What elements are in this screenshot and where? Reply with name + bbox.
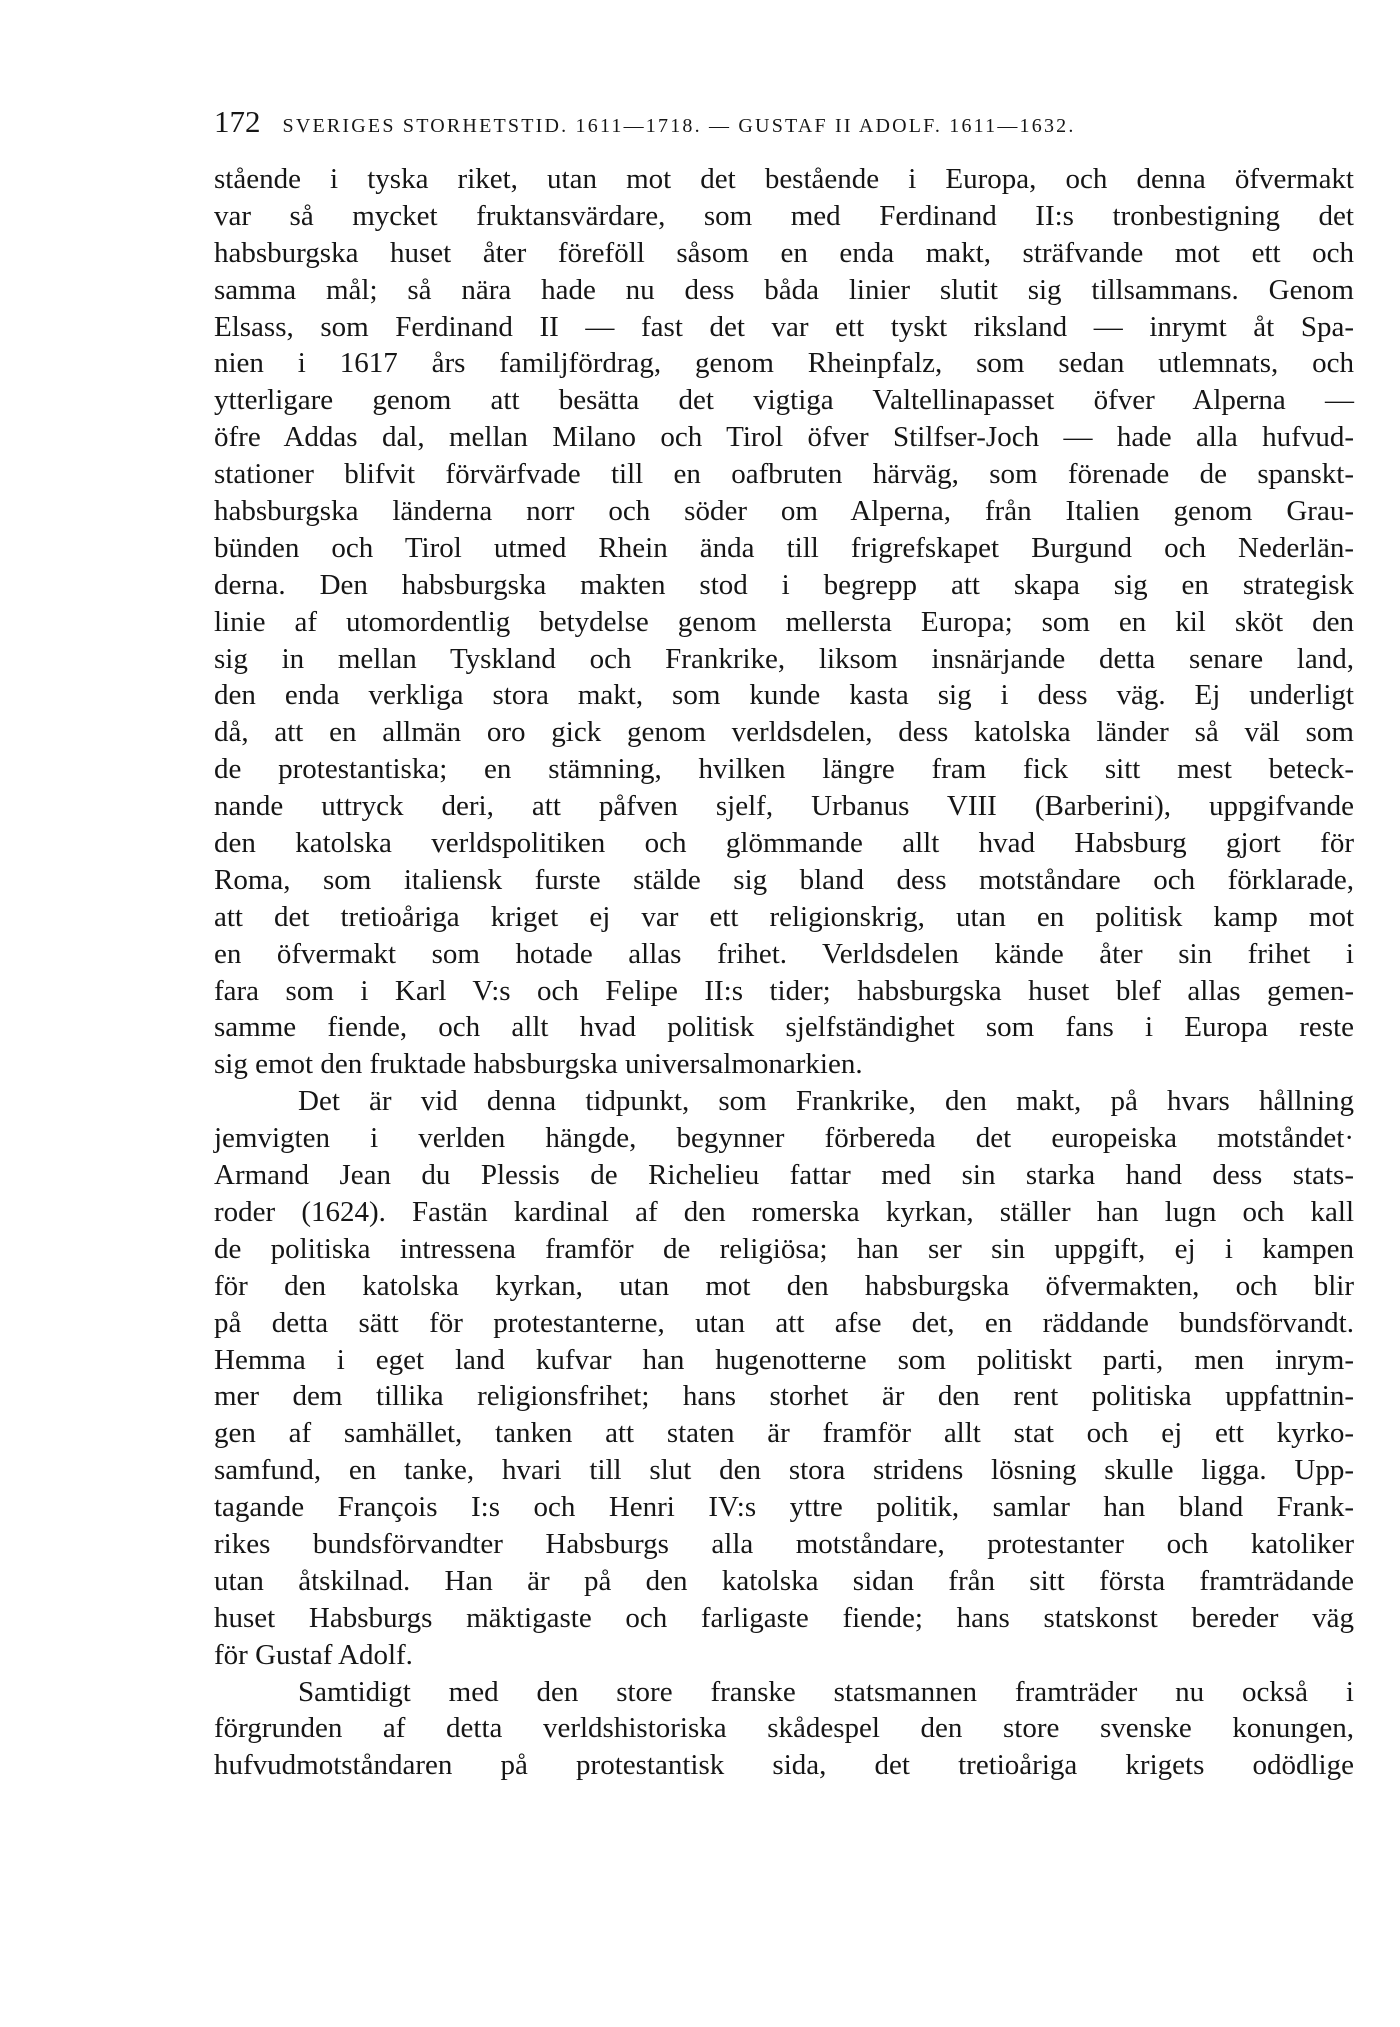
text-line: samme fiende, och allt hvad politisk sjelfständighet som fans i Europa reste [214, 1011, 1354, 1044]
text-line: förgrunden af detta verldshistoriska skådespel den store svenske konungen, [214, 1712, 1354, 1745]
text-line: stående i tyska riket, utan mot det bestående i Europa, och denna öfvermakt [214, 163, 1354, 195]
text-line: samfund, en tanke, hvari till slut den stora stridens lösning skulle ligga. Upp- [214, 1454, 1354, 1487]
paragraph [214, 161, 1354, 1083]
running-title: SVERIGES STORHETSTID. 1611—1718. — GUSTAF II ADOLF. 1611—1632. [282, 115, 1076, 137]
text-line: Samtidigt med den store franske statsmannen framträder nu också i [298, 1675, 1354, 1708]
text-line: utan åtskilnad. Han är på den katolska sidan från sitt första framträdande [214, 1564, 1354, 1597]
text-line: Roma, som italiensk furste stälde sig bland dess motståndare och förklarade, [214, 863, 1354, 896]
text-line: en öfvermakt som hotade allas frihet. Verldsdelen kände åter sin frihet i [214, 937, 1354, 970]
text-line: öfre Addas dal, mellan Milano och Tirol öfver Stilfser-Joch — hade alla hufvud- [214, 421, 1354, 454]
text-line: för den katolska kyrkan, utan mot den habsburgska öfvermakten, och blir [214, 1269, 1354, 1302]
text-line: de protestantiska; en stämning, hvilken längre fram fick sitt mest beteck- [214, 753, 1354, 786]
text-line: jemvigten i verlden hängde, begynner förbereda det europeiska motståndet· [214, 1122, 1354, 1155]
text-line: tagande François I:s och Henri IV:s yttre politik, samlar han bland Frank- [214, 1491, 1354, 1524]
text-line: Det är vid denna tidpunkt, som Frankrike, den makt, på hvars hållning [298, 1085, 1354, 1118]
text-line: hufvudmotståndaren på protestantisk sida, det tretioåriga krigets odödlige [214, 1749, 1354, 1782]
text-line: samma mål; så nära hade nu dess båda linier slutit sig tillsammans. Genom [214, 273, 1354, 306]
text-line: den katolska verldspolitiken och glömmande allt hvad Habsburg gjort för [214, 827, 1354, 860]
text-line: stationer blifvit förvärfvade till en oafbruten härväg, som förenade de spanskt- [214, 458, 1354, 491]
text-line: derna. Den habsburgska makten stod i begrepp att skapa sig en strategisk [214, 568, 1354, 601]
text-line: sig emot den fruktade habsburgska universalmonarkien. [214, 1048, 863, 1081]
running-head [214, 104, 1354, 144]
text-line: habsburgska länderna norr och söder om Alperna, från Italien genom Grau- [214, 495, 1354, 528]
text-line: sig in mellan Tyskland och Frankrike, liksom insnärjande detta senare land, [214, 642, 1354, 675]
text-line: huset Habsburgs mäktigaste och farligaste fiende; hans statskonst bereder väg [214, 1601, 1354, 1634]
text-line: bünden och Tirol utmed Rhein ända till frigrefskapet Burgund och Nederlän- [214, 531, 1354, 564]
text-line: den enda verkliga stora makt, som kunde kasta sig i dess väg. Ej underligt [214, 679, 1354, 712]
text-line: fara som i Karl V:s och Felipe II:s tider; habsburgska huset blef allas gemen- [214, 974, 1354, 1007]
text-line: var så mycket fruktansvärdare, som med Ferdinand II:s tronbestigning det [214, 199, 1354, 232]
text-line: ytterligare genom att besätta det vigtiga Valtellinapasset öfver Alperna — [214, 384, 1354, 417]
text-line: nien i 1617 års familjfördrag, genom Rheinpfalz, som sedan utlemnats, och [214, 347, 1354, 380]
text-line: de politiska intressena framför de religiösa; han ser sin uppgift, ej i kampen [214, 1232, 1354, 1265]
text-line: för Gustaf Adolf. [214, 1638, 413, 1671]
text-line: på detta sätt för protestanterne, utan att afse det, en räddande bundsförvandt. [214, 1306, 1354, 1339]
text-line: Elsass, som Ferdinand II — fast det var ett tyskt riksland — inrymt åt Spa- [214, 310, 1354, 343]
text-line: gen af samhället, tanken att staten är framför allt stat och ej ett kyrko- [214, 1417, 1354, 1450]
text-line: att det tretioåriga kriget ej var ett religionskrig, utan en politisk kamp mot [214, 900, 1354, 933]
paragraph [214, 1083, 1354, 1673]
text-line: roder (1624). Fastän kardinal af den romerska kyrkan, ställer han lugn och kall [214, 1195, 1354, 1228]
paragraph [214, 1674, 1354, 1785]
body-text [214, 161, 1354, 1784]
text-line: habsburgska huset åter föreföll såsom en enda makt, sträfvande mot ett och [214, 236, 1354, 269]
page-number: 172 [214, 104, 261, 139]
text-line: Hemma i eget land kufvar han hugenotterne som politiskt parti, men inrym- [214, 1343, 1354, 1376]
text-line: linie af utomordentlig betydelse genom mellersta Europa; som en kil sköt den [214, 605, 1354, 638]
text-line: nande uttryck deri, att påfven sjelf, Urbanus VIII (Barberini), uppgifvande [214, 790, 1354, 823]
text-line: mer dem tillika religionsfrihet; hans storhet är den rent politiska uppfattnin- [214, 1380, 1354, 1413]
text-line: då, att en allmän oro gick genom verldsdelen, dess katolska länder så väl som [214, 716, 1354, 749]
text-line: rikes bundsförvandter Habsburgs alla motståndare, protestanter och katoliker [214, 1527, 1354, 1560]
text-line: Armand Jean du Plessis de Richelieu fattar med sin starka hand dess stats- [214, 1159, 1354, 1192]
